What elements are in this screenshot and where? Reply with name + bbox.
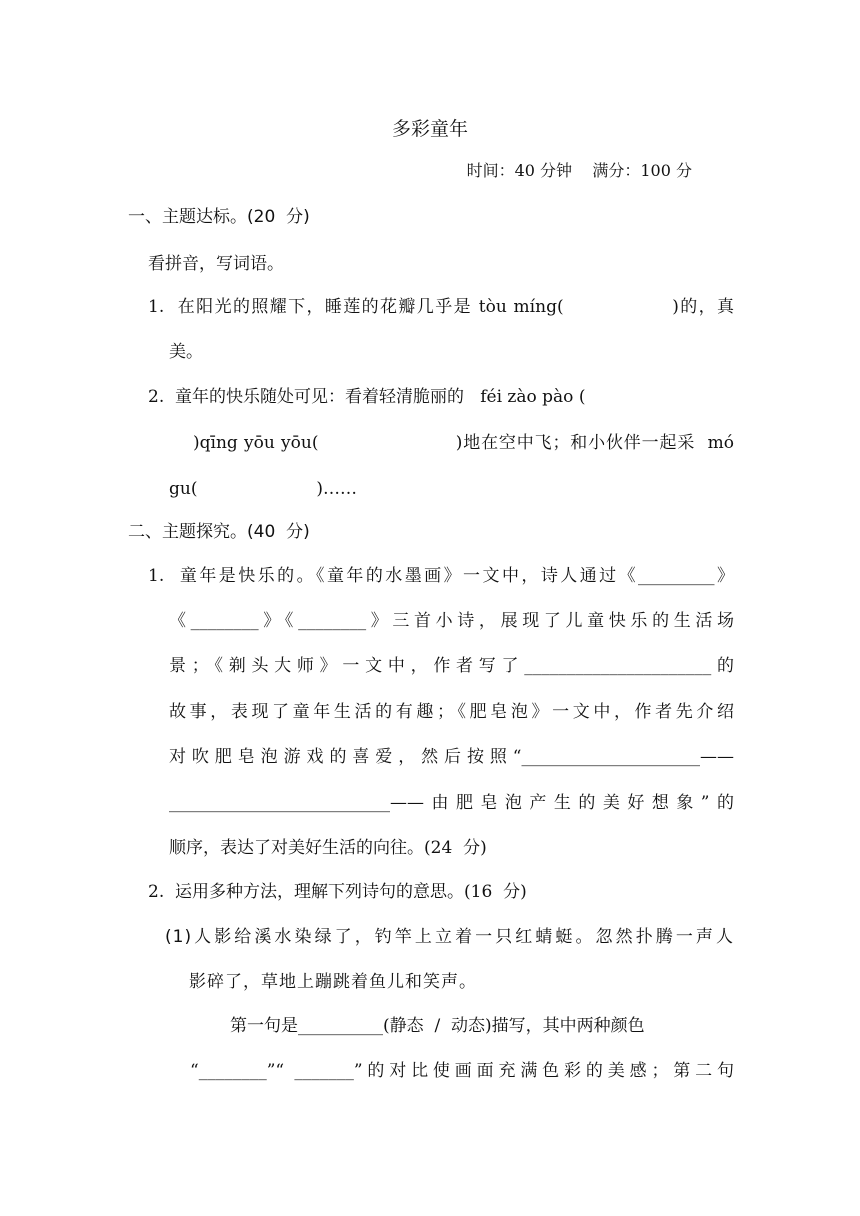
problem-1-line-1: 1. 童年是快乐的。《童年的水墨画》一文中，诗人通过《_________》 bbox=[148, 566, 734, 586]
page-title: 多彩童年 bbox=[391, 118, 468, 140]
problem-2-heading: 2. 运用多种方法，理解下列诗句的意思。(16 分) bbox=[148, 882, 527, 902]
section-1-instruction: 看拼音，写词语。 bbox=[148, 254, 284, 274]
problem-1-line-5: 对吹肥皂泡游戏的喜爱，然后按照“_____________________—— bbox=[169, 747, 734, 767]
poem-line-1: (1)人影给溪水染绿了，钓竿上立着一只红蜻蜓。忽然扑腾一声人 bbox=[165, 927, 734, 947]
section-2-heading: 二、主题探究。(40 分) bbox=[128, 522, 310, 542]
problem-1-line-3: 景；《剃头大师》一文中，作者写了______________________的 bbox=[169, 656, 734, 676]
question-1-line-1: 1. 在阳光的照耀下，睡莲的花瓣几乎是 tòu míng( )的，真 bbox=[148, 297, 734, 317]
section-1-heading: 一、主题达标。(20 分) bbox=[128, 207, 310, 227]
question-2-line-3: gu( )…… bbox=[169, 479, 357, 499]
question-1-line-2: 美。 bbox=[169, 342, 203, 362]
poem-line-2: 影碎了，草地上蹦跳着鱼儿和笑声。 bbox=[189, 972, 477, 992]
problem-1-line-2: 《________》《________》三首小诗，展现了儿童快乐的生活场 bbox=[169, 611, 734, 631]
question-2-line-1: 2. 童年的快乐随处可见：看着轻清脆丽的 féi zào pào ( bbox=[148, 387, 586, 407]
time-score-info: 时间：40 分钟 满分：100 分 bbox=[466, 161, 692, 180]
problem-1-line-4: 故事，表现了童年生活的有趣；《肥皂泡》一文中，作者先介绍 bbox=[169, 702, 734, 722]
problem-2-answer-line-1: 第一句是__________(静态 / 动态)描写，其中两种颜色 bbox=[230, 1016, 645, 1036]
problem-1-line-6: __________________________——由肥皂泡产生的美好想象”的 bbox=[169, 793, 734, 813]
problem-2-answer-line-2: “________”“ _______”的对比使画面充满色彩的美感；第二句 bbox=[190, 1061, 734, 1081]
question-2-line-2: )qīng yōu yōu( )地在空中飞；和小伙伴一起采 mó bbox=[193, 433, 734, 453]
problem-1-line-7: 顺序，表达了对美好生活的向往。(24 分) bbox=[169, 838, 487, 858]
